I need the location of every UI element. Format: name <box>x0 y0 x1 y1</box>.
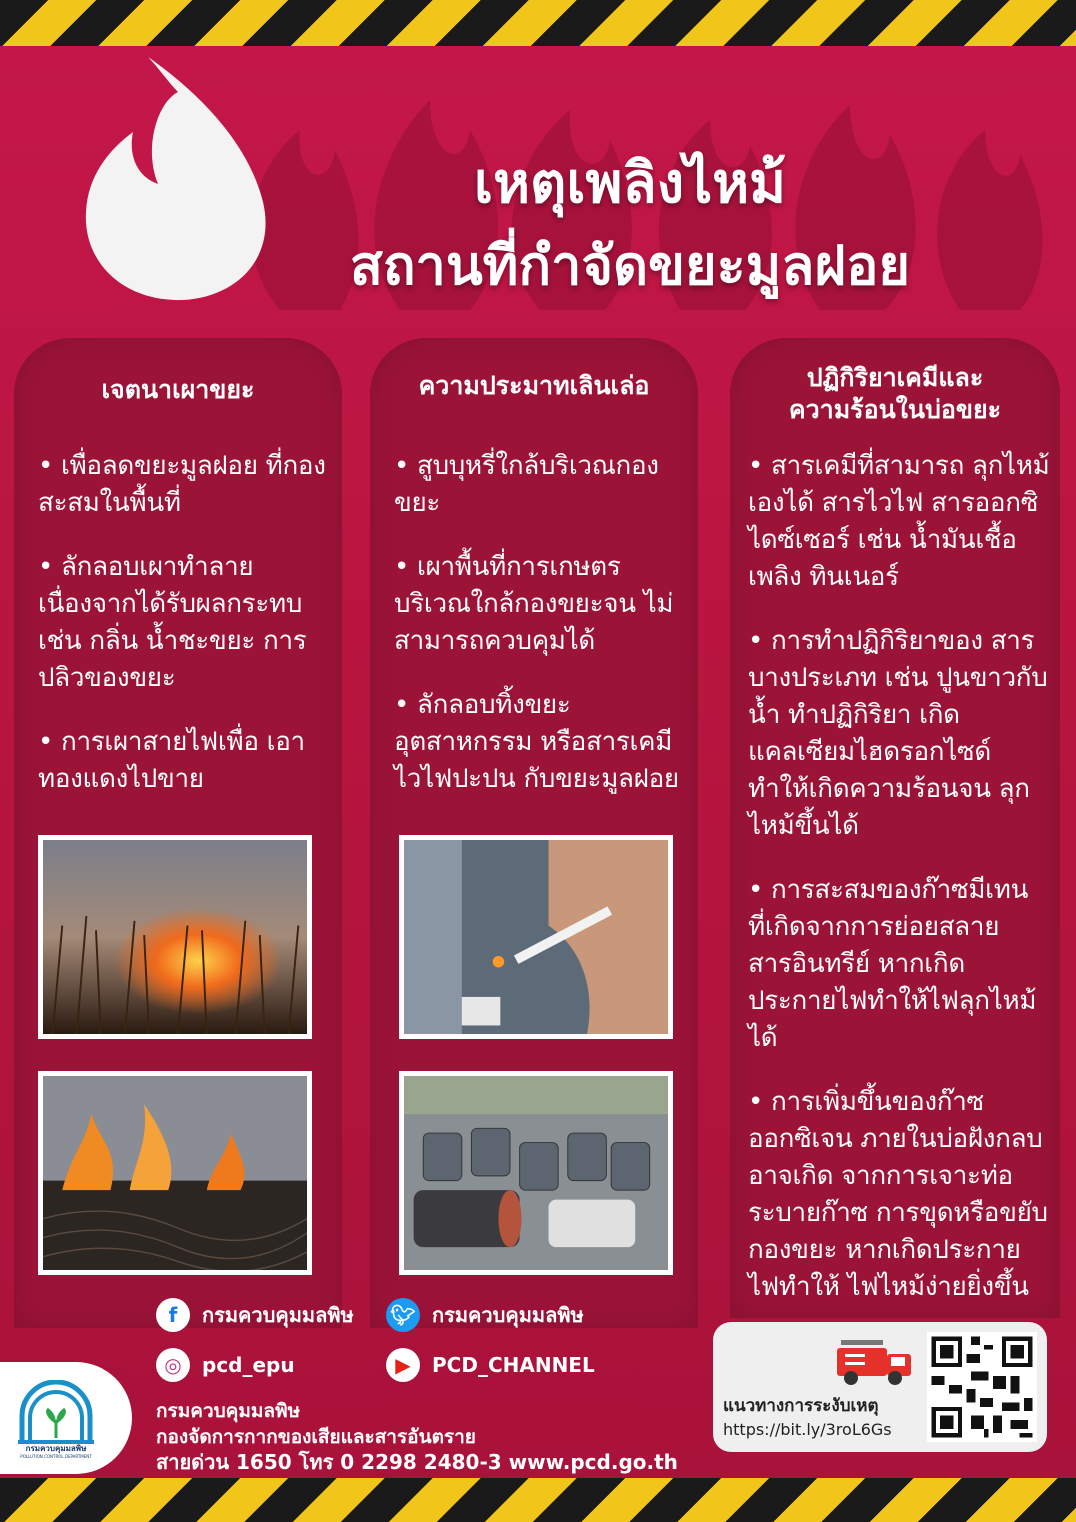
page-title-line1: เหตุเพลิงไหม้ <box>473 151 787 216</box>
qr-url[interactable]: https://bit.ly/3roL6Gs <box>723 1420 892 1439</box>
bullet-list <box>748 448 1050 1333</box>
list-item: • เผาพื้นที่การเกษตร บริเวณใกล้กองขยะจน ไม่สามารถควบคุมได้ <box>394 552 674 656</box>
cause-column-chemical <box>730 338 1060 1318</box>
list-item: • การเผาสายไฟเพื่อ เอาทองแดงไปขาย <box>38 727 305 794</box>
photo-smoking <box>399 835 673 1039</box>
facebook-label: กรมควบคุมมลพิษ <box>202 1303 354 1327</box>
bullet-list <box>394 448 688 825</box>
bullet-list <box>38 448 332 825</box>
fire-truck-icon <box>833 1332 915 1388</box>
list-item: • ลักลอบเผาทำลาย เนื่องจากได้รับผลกระทบ เช่น กลิ่น น้ำชะขยะ การปลิวของขยะ <box>38 552 307 693</box>
qr-card[interactable] <box>713 1322 1047 1452</box>
twitter-link[interactable] <box>386 1298 584 1332</box>
column-heading: ความประมาทเลินเล่อ <box>418 371 650 400</box>
org-name: กรมควบคุมมลพิษ <box>156 1400 301 1422</box>
facebook-icon: f <box>156 1298 190 1332</box>
hazard-stripe-bottom <box>0 1478 1076 1522</box>
facebook-link[interactable] <box>156 1298 354 1332</box>
logo-badge <box>0 1362 132 1474</box>
photo-field-fire <box>38 835 312 1039</box>
list-item: • สารเคมีที่สามารถ ลุกไหม้เองได้ สารไวไฟ สารออกซิไดซ์เซอร์ เช่น น้ำมันเชื้อเพลิง ทินเนอร์ <box>748 451 1050 592</box>
column-heading-line2: ความร้อนในบ่อขยะ <box>788 395 1002 424</box>
twitter-icon: 🐦︎ <box>386 1298 420 1332</box>
qr-label: แนวทางการระงับเหตุ <box>723 1396 879 1416</box>
photo-chemical-barrels <box>399 1071 673 1275</box>
column-heading-line1: ปฏิกิริยาเคมีและ <box>806 363 984 392</box>
logo-name-th: กรมควบคุมมลพิษ <box>25 1444 87 1453</box>
column-heading <box>730 362 1060 426</box>
column-heading: เจตนาเผาขยะ <box>101 375 255 404</box>
instagram-label: pcd_epu <box>202 1353 295 1377</box>
org-division: กองจัดการกากของเสียและสารอันตราย <box>156 1426 476 1448</box>
twitter-label: กรมควบคุมมลพิษ <box>432 1303 584 1327</box>
youtube-label: PCD_CHANNEL <box>432 1353 595 1377</box>
list-item: • ลักลอบทิ้งขยะอุตสาหกรรม หรือสารเคมีไวไฟปะปน กับขยะมูลฝอย <box>394 690 679 794</box>
photo-cable-burning <box>38 1071 312 1275</box>
instagram-link[interactable] <box>156 1348 295 1382</box>
qr-code[interactable] <box>927 1332 1037 1442</box>
list-item: • การทำปฏิกิริยาของ สารบางประเภท เช่น ปูนขาวกับน้ำ ทำปฏิกิริยา เกิดแคลเซียมไฮดรอกไซด์ ทำให้เกิดความร้อนจน ลุกไหม้ขึ้นได้ <box>748 626 1048 841</box>
page-title-line2: สถานที่กำจัดขยะมูลฝอย <box>349 234 911 297</box>
flame-icon <box>78 52 278 302</box>
youtube-link[interactable] <box>386 1348 595 1382</box>
list-item: • การสะสมของก๊าซมีเทน ที่เกิดจากการย่อยสลาย สารอินทรีย์ หากเกิด ประกายไฟทำให้ไฟลุกไหม้ได้ <box>748 875 1037 1053</box>
instagram-icon: ◎ <box>156 1348 190 1382</box>
list-item: • การเพิ่มขึ้นของก๊าซออกซิเจน ภายในบ่อฝังกลบ อาจเกิด จากการเจาะท่อระบายก๊าซ การขุดหรือขยับกองขยะ หากเกิดประกายไฟทำให้ ไฟไหม้ง่ายยิ่งขึ้น <box>748 1087 1048 1302</box>
list-item: • สูบบุหรี่ใกล้บริเวณกองขยะ <box>394 451 659 518</box>
list-item: • เพื่อลดขยะมูลฝอย ที่กองสะสมในพื้นที่ <box>38 451 326 518</box>
logo-name-en: POLLUTION CONTROL DEPARTMENT <box>20 1454 92 1459</box>
org-contact: สายด่วน 1650 โทร 0 2298 2480-3 www.pcd.go.th <box>156 1450 678 1474</box>
youtube-icon: ▶ <box>386 1348 420 1382</box>
